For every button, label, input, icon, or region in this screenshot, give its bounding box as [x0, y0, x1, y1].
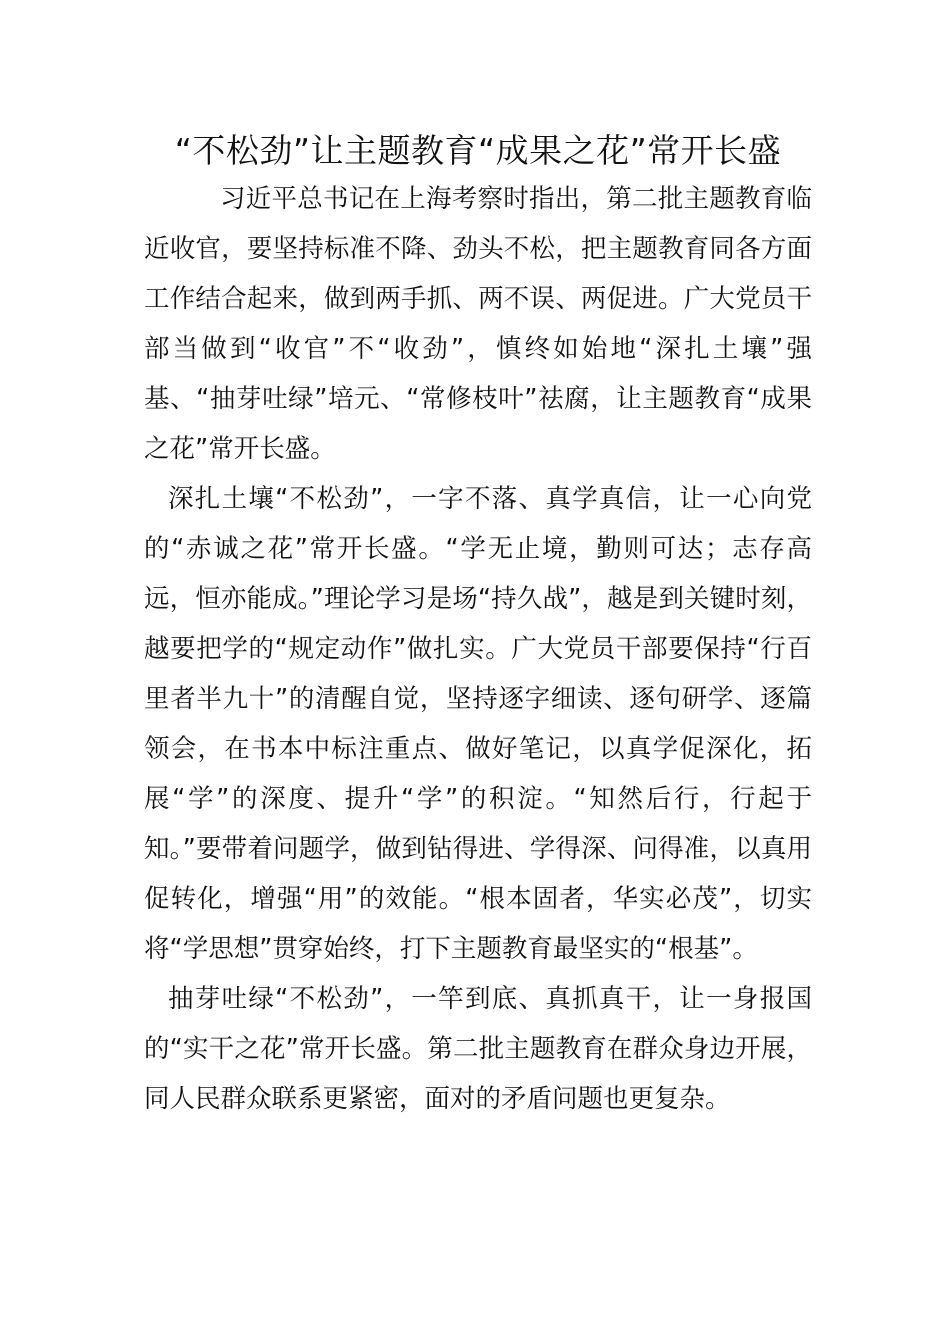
paragraph-sprouts: 抽芽吐绿“不松劲”，一竿到底、真抓真干，让一身报国的“实干之花”常开长盛。第二批主题教育在群众身边开展，同人民群众联系更紧密，面对的矛盾问题也更复杂。 — [144, 984, 812, 1114]
document-title: “不松劲”让主题教育“成果之花”常开长盛 — [174, 131, 782, 170]
paragraph-intro: 习近平总书记在上海考察时指出，第二批主题教育临近收官，要坚持标准不降、劲头不松，把主题教育同各方面工作结合起来，做到两手抓、两不误、两促进。广大党员干部当做到“收官”不“收劲”，慎终如始地“深扎土壤”强基、“抽芽吐绿”培元、“常修枝叶”祛腐，让主题教育“成果之花”常开长盛。 — [144, 184, 812, 464]
document-body — [144, 125, 812, 1124]
paragraph-roots: 深扎土壤“不松劲”，一字不落、真学真信，让一心向党的“赤诚之花”常开长盛。“学无止境，勤则可达；志存高远，恒亦能成。”理论学习是场“持久战”，越是到关键时刻，越要把学的“规定动作”做扎实。广大党员干部要保持“行百里者半九十”的清醒自觉，坚持逐字细读、逐句研学、逐篇领会，在书本中标注重点、做好笔记，以真学促深化，拓展“学”的深度、提升“学”的积淀。“知然后行，行起于知。”要带着问题学，做到钻得进、学得深、问得准，以真用促转化，增强“用”的效能。“根本固者，华实必茂”，切实将“学思想”贯穿始终，打下主题教育最坚实的“根基”。 — [144, 484, 812, 964]
